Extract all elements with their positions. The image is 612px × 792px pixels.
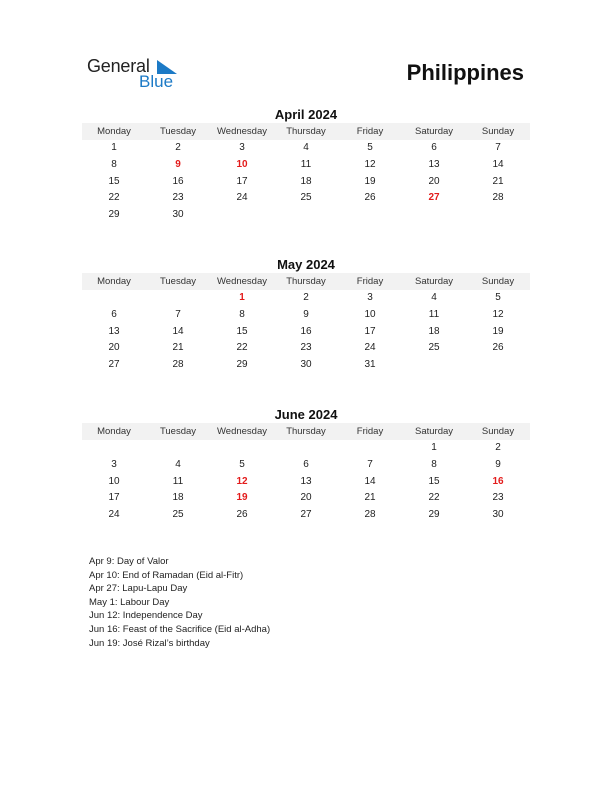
week-row [82, 507, 530, 524]
weekday-header: Saturday [414, 276, 454, 287]
day-cell: 11 [428, 308, 440, 320]
day-cell: 23 [300, 342, 312, 354]
day-cell: 25 [428, 342, 440, 354]
day-cell: 22 [428, 492, 440, 504]
empty-cell [146, 290, 210, 307]
month-title: June 2024 [274, 407, 338, 422]
day-cell: 24 [364, 342, 376, 354]
day-cell: 13 [300, 475, 312, 487]
day-cell: 10 [364, 308, 376, 320]
day-cell: 20 [428, 175, 440, 187]
day-cell: 8 [111, 158, 117, 170]
day-cell: 25 [172, 509, 184, 521]
day-cell: 24 [236, 192, 248, 204]
day-cell: 2 [303, 292, 309, 303]
day-cell: 17 [108, 492, 120, 504]
week-row [82, 140, 530, 157]
week-row [82, 440, 530, 457]
weekday-header-row [82, 423, 530, 440]
day-cell: 22 [236, 342, 248, 354]
day-cell: 21 [492, 175, 504, 187]
day-cell: 26 [492, 342, 504, 354]
weekday-header: Friday [356, 276, 384, 287]
day-cell: 13 [108, 325, 120, 337]
day-cell: 14 [364, 475, 376, 487]
day-cell: 11 [300, 158, 312, 170]
weekday-header: Saturday [414, 426, 454, 437]
day-cell: 28 [172, 359, 184, 371]
day-cell: 30 [300, 359, 312, 371]
day-cell: 26 [236, 509, 248, 521]
day-cell: 1 [431, 442, 437, 453]
day-cell: 28 [492, 192, 504, 204]
weekday-header: Tuesday [159, 426, 197, 437]
holiday-list-item: Jun 16: Feast of the Sacrifice (Eid al-Adha) [89, 623, 271, 635]
empty-cell [402, 357, 466, 374]
day-cell: 27 [108, 359, 120, 371]
day-cell: 20 [300, 492, 312, 504]
day-cell: 10 [108, 475, 120, 487]
weekday-header: Thursday [286, 126, 326, 137]
day-cell: 25 [300, 192, 312, 204]
day-cell: 24 [108, 509, 120, 521]
week-row [82, 207, 530, 224]
day-cell: 8 [431, 458, 437, 470]
day-cell: 31 [364, 359, 376, 371]
empty-cell [210, 207, 274, 224]
day-cell: 21 [364, 492, 376, 504]
day-cell: 29 [108, 209, 120, 221]
day-cell: 2 [495, 442, 501, 453]
holiday-list-item: Apr 27: Lapu-Lapu Day [89, 583, 188, 595]
country-title: Philippines [406, 60, 524, 85]
week-row [82, 307, 530, 324]
holiday-list-item: Apr 9: Day of Valor [89, 556, 169, 567]
day-cell: 15 [428, 475, 440, 487]
day-cell: 8 [239, 308, 245, 320]
day-cell: 23 [172, 192, 184, 204]
weekday-header: Sunday [481, 276, 515, 287]
empty-cell [82, 440, 146, 457]
day-cell: 22 [108, 192, 120, 204]
empty-cell [466, 207, 530, 224]
day-cell: 19 [492, 325, 504, 337]
day-cell: 26 [364, 192, 376, 204]
weekday-header: Thursday [286, 276, 326, 287]
day-cell: 16 [172, 175, 184, 187]
day-cell: 1 [111, 142, 117, 153]
week-row [82, 324, 530, 341]
day-cell: 4 [303, 142, 309, 153]
holiday-list [89, 555, 270, 650]
day-cell: 9 [495, 458, 501, 470]
day-cell: 4 [431, 292, 437, 303]
week-row [82, 190, 530, 207]
generalblue-logo [87, 56, 187, 92]
empty-cell [402, 207, 466, 224]
day-cell: 14 [492, 158, 504, 170]
weekday-header: Sunday [481, 426, 515, 437]
weekday-header: Tuesday [159, 276, 197, 287]
month-may [82, 256, 530, 374]
day-cell: 29 [428, 509, 440, 521]
weekday-header: Monday [97, 426, 131, 437]
day-cell: 12 [364, 158, 376, 170]
weekday-header: Saturday [414, 126, 454, 137]
logo-text-general: General [87, 56, 150, 76]
month-title: April 2024 [274, 107, 338, 122]
day-cell: 28 [364, 509, 376, 521]
day-cell: 4 [175, 458, 181, 470]
day-cell: 18 [428, 325, 440, 337]
holiday-day-cell: 27 [428, 192, 440, 204]
holiday-day-cell: 10 [236, 158, 248, 170]
holiday-list-item: Apr 10: End of Ramadan (Eid al-Fitr) [89, 569, 244, 581]
weekday-header: Wednesday [217, 126, 267, 137]
holiday-list-item: May 1: Labour Day [89, 596, 170, 608]
month-june [82, 406, 530, 524]
weekday-header: Monday [97, 276, 131, 287]
holiday-day-cell: 9 [175, 158, 181, 170]
day-cell: 6 [431, 142, 437, 153]
day-cell: 14 [172, 325, 184, 337]
empty-cell [338, 207, 402, 224]
holiday-day-cell: 12 [236, 475, 248, 487]
day-cell: 7 [175, 308, 181, 320]
weekday-header: Wednesday [217, 276, 267, 287]
holiday-list-item: Jun 12: Independence Day [89, 610, 203, 622]
day-cell: 18 [172, 492, 184, 504]
empty-cell [210, 440, 274, 457]
day-cell: 2 [175, 142, 181, 153]
empty-cell [466, 357, 530, 374]
day-cell: 21 [172, 342, 184, 354]
day-cell: 15 [108, 175, 120, 187]
month-april [82, 106, 530, 224]
day-cell: 3 [367, 292, 373, 303]
day-cell: 15 [236, 325, 248, 337]
week-row [82, 174, 530, 191]
day-cell: 20 [108, 342, 120, 354]
week-row [82, 474, 530, 491]
holiday-list-item: Jun 19: José Rizal’s birthday [89, 637, 210, 649]
weekday-header: Tuesday [159, 126, 197, 137]
day-cell: 19 [364, 175, 376, 187]
logo-text-blue: Blue [139, 72, 174, 91]
weekday-header: Thursday [286, 426, 326, 437]
day-cell: 11 [172, 475, 184, 487]
holiday-day-cell: 19 [236, 492, 248, 504]
empty-cell [274, 207, 338, 224]
holiday-day-cell: 1 [239, 292, 245, 303]
weekday-header-row [82, 273, 530, 290]
day-cell: 3 [239, 142, 245, 153]
day-cell: 18 [300, 175, 312, 187]
day-cell: 6 [111, 308, 117, 320]
week-row [82, 490, 530, 507]
day-cell: 5 [495, 292, 501, 303]
day-cell: 6 [303, 458, 309, 470]
day-cell: 5 [239, 458, 245, 470]
empty-cell [274, 440, 338, 457]
day-cell: 17 [364, 325, 376, 337]
week-row [82, 357, 530, 374]
weekday-header: Sunday [481, 126, 515, 137]
day-cell: 16 [300, 325, 312, 337]
empty-cell [82, 290, 146, 307]
day-cell: 3 [111, 458, 117, 470]
month-title: May 2024 [277, 257, 335, 272]
day-cell: 7 [495, 142, 501, 153]
weekday-header: Wednesday [217, 426, 267, 437]
day-cell: 27 [300, 509, 312, 521]
weekday-header: Friday [356, 426, 384, 437]
empty-cell [338, 440, 402, 457]
week-row [82, 340, 530, 357]
holiday-day-cell: 16 [492, 475, 504, 487]
day-cell: 12 [492, 308, 504, 320]
day-cell: 29 [236, 359, 248, 371]
day-cell: 7 [367, 458, 373, 470]
week-row [82, 290, 530, 307]
day-cell: 30 [172, 209, 184, 221]
weekday-header: Monday [97, 126, 131, 137]
day-cell: 17 [236, 175, 248, 187]
day-cell: 5 [367, 142, 373, 153]
weekday-header-row [82, 123, 530, 140]
day-cell: 30 [492, 509, 504, 521]
week-row [82, 457, 530, 474]
day-cell: 13 [428, 158, 440, 170]
weekday-header: Friday [356, 126, 384, 137]
empty-cell [146, 440, 210, 457]
day-cell: 9 [303, 308, 309, 320]
week-row [82, 157, 530, 174]
day-cell: 23 [492, 492, 504, 504]
